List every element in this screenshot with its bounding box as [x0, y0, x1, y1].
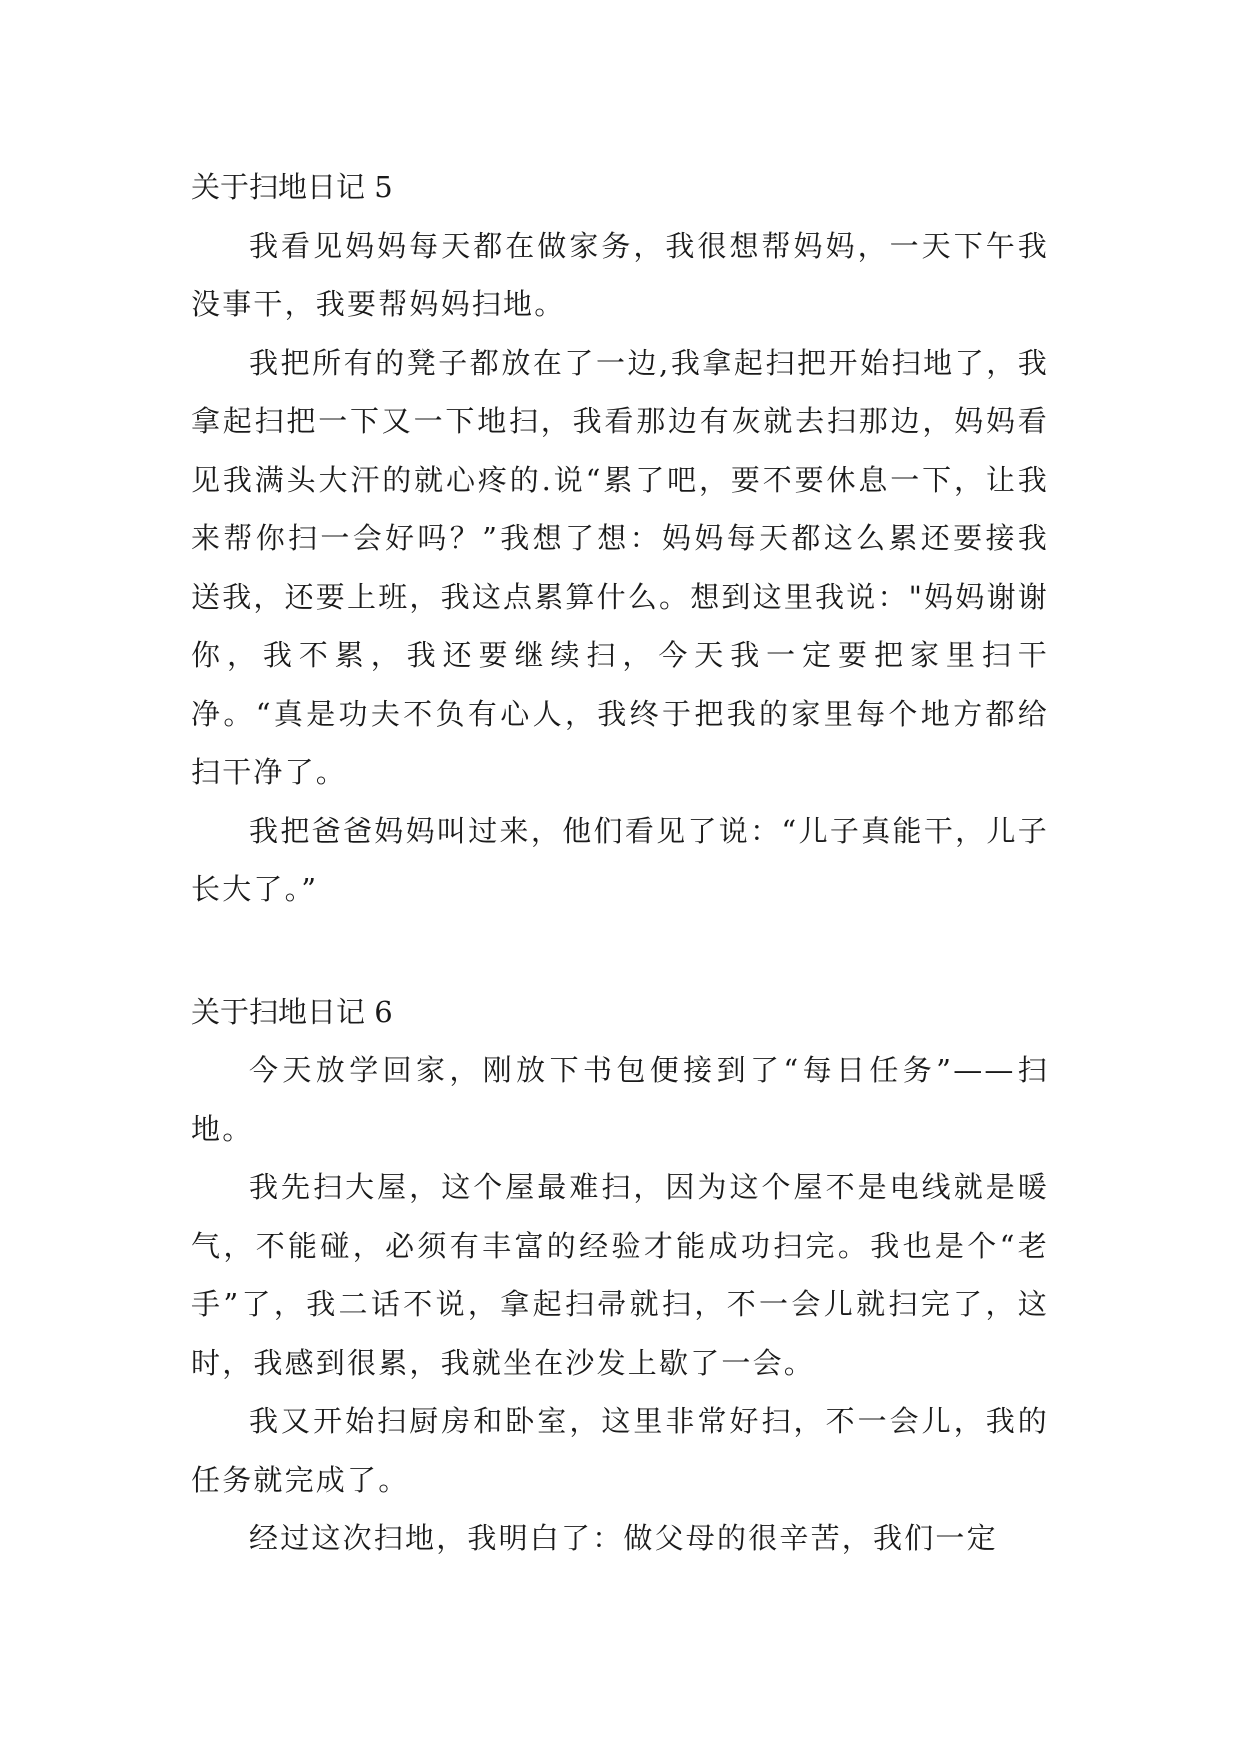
paragraph: 我看见妈妈每天都在做家务，我很想帮妈妈，一天下午我没事干，我要帮妈妈扫地。: [191, 228, 1049, 321]
paragraph: 我先扫大屋，这个屋最难扫，因为这个屋不是电线就是暖气，不能碰，必须有丰富的经验才能成功扫完。我也是个“老手”了，我二话不说，拿起扫帚就扫，不一会儿就扫完了，这时，我感到很累，我就坐在沙发上歇了一会。: [191, 1170, 1049, 1380]
section-title: 关于扫地日记 5: [191, 170, 393, 204]
diary-section-6: [191, 983, 1049, 1568]
paragraph: 我把所有的凳子都放在了一边,我拿起扫把开始扫地了，我拿起扫把一下又一下地扫，我看那边有灰就去扫那边，妈妈看见我满头大汗的就心疼的.说“累了吧，要不要休息一下，让我来帮你扫一会好吗？”我想了想：妈妈每天都这么累还要接我送我，还要上班，我这点累算什么。想到这里我说："妈妈谢谢你，我不累，我还要继续扫，今天我一定要把家里扫干净。“真是功夫不负有心人，我终于把我的家里每个地方都给扫干净了。: [191, 345, 1049, 789]
document-body: [191, 158, 1049, 1568]
paragraph: 我把爸爸妈妈叫过来，他们看见了说：“儿子真能干，儿子长大了。”: [191, 813, 1049, 906]
section-title: 关于扫地日记 6: [191, 994, 393, 1029]
paragraph: 我又开始扫厨房和卧室，这里非常好扫，不一会儿，我的任务就完成了。: [191, 1404, 1049, 1497]
section-divider-space: [191, 919, 1049, 983]
paragraph: 今天放学回家，刚放下书包便接到了“每日任务”——扫地。: [191, 1053, 1049, 1146]
diary-section-5: [191, 158, 1049, 919]
paragraph: 经过这次扫地，我明白了：做父母的很辛苦，我们一定: [249, 1521, 998, 1555]
